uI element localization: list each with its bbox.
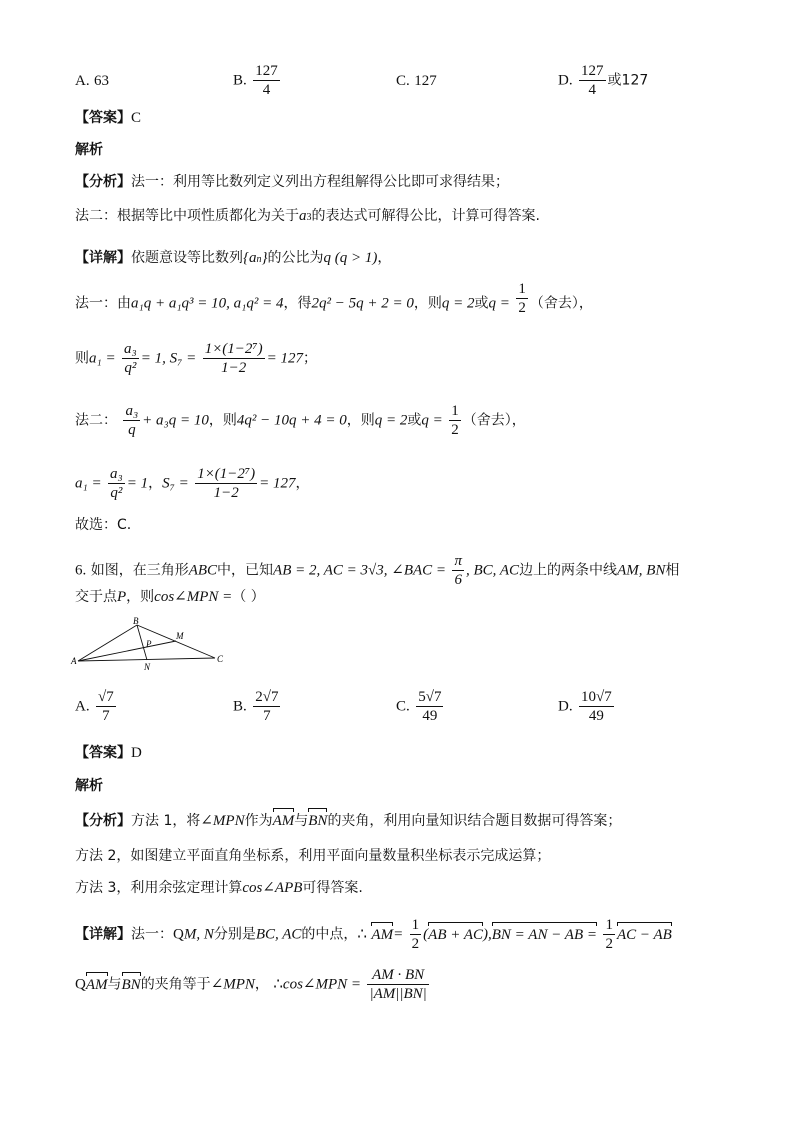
q6-option-c: C. $\frac{5√7}{49}$: [396, 689, 442, 724]
fraction-s7: $\frac{\text{1×(1−2⁷)}}{1-2}$: [197, 466, 256, 501]
median-am: [78, 641, 176, 661]
fraction-half: $\frac{1}{2}$: [518, 281, 526, 316]
fraction-pi-6: $\frac{\pi}{6}$: [454, 553, 462, 588]
fraction: $\frac{√7}{7}$: [98, 689, 114, 724]
label-m: M: [176, 631, 184, 641]
q6-option-a: A. $\frac{√7}{7}$: [75, 689, 114, 724]
q6-stem-line2: 交于点P，则cos∠MPN =（ ）: [75, 589, 265, 605]
fraction-cos: $\frac{AM \cdot BN}{|AM||BN|}$: [369, 967, 427, 1002]
q6-answer: 【答案】D: [75, 745, 142, 761]
q5-result-line: 则a₁ = $\frac{\text{a₃}}{\text{q²}}$ = 1, S₇ = $\frac{\text{1×(1−2⁷)}}{1-2}$ = 127；: [75, 341, 318, 376]
q5-option-a: A. 63: [75, 73, 110, 89]
q6-analysis-heading: 解析: [75, 778, 103, 794]
q5-method2-result: a₁ = $\frac{\text{a₃}}{\text{q²}}$ = 1，S₇ = $\frac{\text{1×(1−2⁷)}}{1-2}$ = 127，: [75, 466, 310, 501]
q6-last-line: QAM与BN的夹角等于∠MPN， ∴cos∠MPN = $\frac{AM \cdot BN}{|AM||BN|}$: [75, 967, 427, 1002]
label-p: P: [146, 639, 152, 649]
q6-stem-line1: 6. 如图，在三角形ABC中，已知AB = 2, AC = 3√3, ∠BAC = $\frac{\pi}{6}$ , BC, AC边上的两条中线AM, BN相: [75, 553, 680, 588]
fraction: $\frac{127}{4}$: [581, 63, 604, 98]
fraction: $\frac{5√7}{49}$: [418, 689, 442, 724]
q5-xiangjie: 【详解】依题意设等比数列{an}的公比为q (q > 1)，: [75, 250, 392, 266]
q5-fa2: 法二：根据等比中项性质都化为关于a3的表达式可解得公比，计算可得答案.: [75, 208, 540, 224]
q5-method2-line: 法二： $\frac{\text{a₃}}{q}$ + a₃q = 10，则4q² − 10q + 4 = 0，则q = 2或q = $\frac{1}{2}$ （舍去），: [75, 403, 526, 438]
q5-analysis-heading: 解析: [75, 142, 103, 158]
q6-fa2: 方法 2，如图建立平面直角坐标系，利用平面向量数量积坐标表示完成运算；: [75, 848, 551, 864]
q5-option-d: D. $\frac{127}{4}$ 或127: [558, 63, 649, 98]
fraction: $\frac{2√7}{7}$: [255, 689, 279, 724]
q6-fenxi: 【分析】方法 1，将∠MPN作为AM与BN的夹角，利用向量知识结合题目数据可得答案；: [75, 813, 622, 829]
fraction: $\frac{\text{a₃}}{\text{q²}}$: [124, 341, 137, 376]
q6-option-b: B. $\frac{2√7}{7}$: [233, 689, 279, 724]
label-a: A: [71, 656, 77, 666]
fraction: $\frac{10√7}{49}$: [581, 689, 612, 724]
side-ab: [78, 625, 137, 661]
q6-fa3: 方法 3，利用余弦定理计算cos∠APB可得答案.: [75, 880, 363, 896]
fraction-half: $\frac{1}{2}$: [411, 917, 420, 952]
triangle-figure: [70, 615, 230, 675]
q5-choice: 故选：C.: [75, 517, 132, 533]
label-n: N: [144, 662, 151, 672]
fraction-half: $\frac{1}{2}$: [451, 403, 459, 438]
fraction: $\frac{127}{4}$: [255, 63, 278, 98]
q5-option-b: B. $\frac{127}{4}$: [233, 63, 278, 98]
q5-method1-line: 法一：由a₁q + a₁q³ = 10, a₁q² = 4，得2q² − 5q + 2 = 0，则q = 2或q = $\frac{1}{2}$ （舍去），: [75, 281, 593, 316]
label-b: B: [133, 616, 139, 626]
label-c: C: [217, 654, 224, 664]
q6-option-d: D. $\frac{10√7}{49}$: [558, 689, 612, 724]
q5-option-c: C. 127: [396, 73, 437, 89]
fraction-half: $\frac{1}{2}$: [605, 917, 613, 952]
fraction: $\frac{\text{a₃}}{q}$: [125, 403, 139, 438]
q5-fenxi: 【分析】法一：利用等比数列定义列出方程组解得公比即可求得结果；: [75, 174, 509, 190]
fraction: $\frac{\text{a₃}}{\text{q²}}$: [110, 466, 123, 501]
q6-xiangjie: 【详解】法一：QM, N分别是BC, AC的中点，∴ AM= $\frac{1}{2}$ (AB + AC),BN = AN − AB = $\frac{1}{2}$ AC − AB: [75, 917, 672, 952]
q5-answer: 【答案】C: [75, 110, 142, 126]
fraction-s7: $\frac{\text{1×(1−2⁷)}}{1-2}$: [204, 341, 263, 376]
